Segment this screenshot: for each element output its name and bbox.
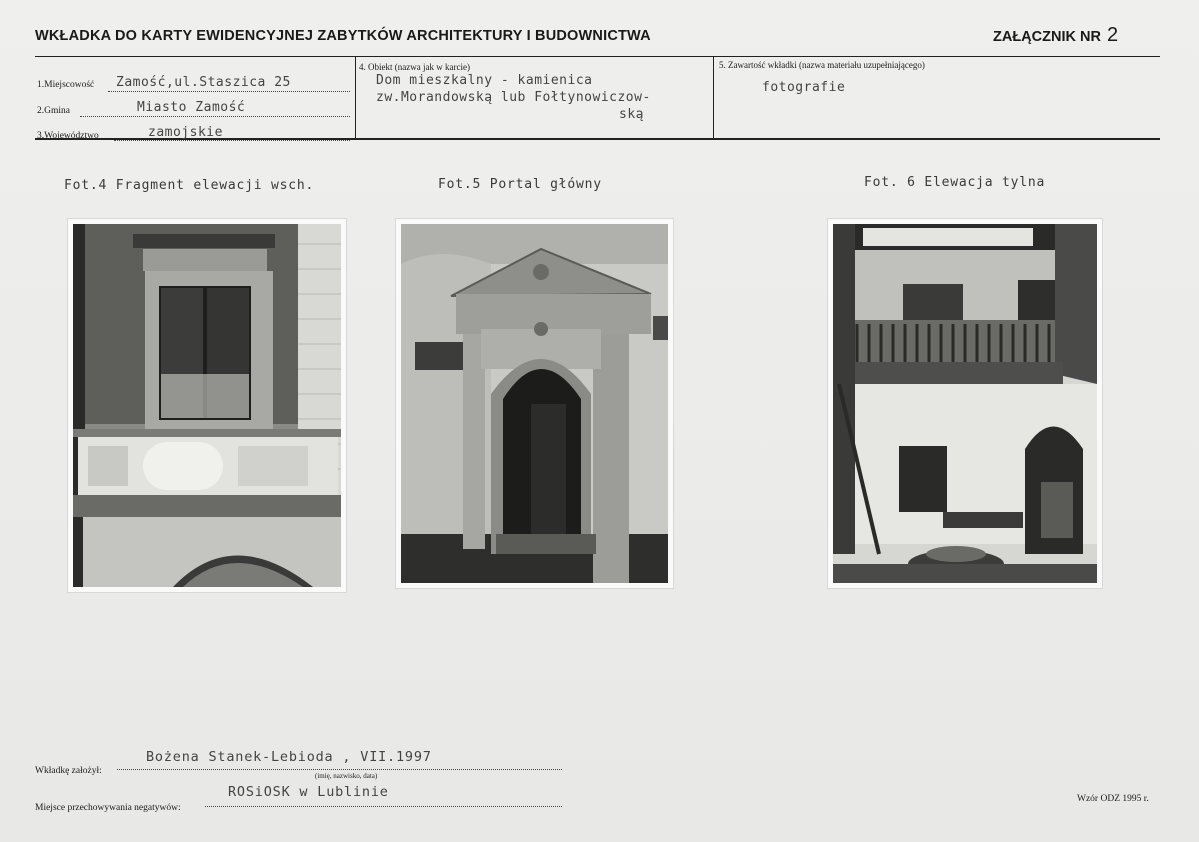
template-number: Wzór ODZ 1995 r. [1077,794,1149,804]
column-divider-1 [355,57,356,138]
location-label: 1.Miejscowość [37,80,95,90]
voivodeship-dots [114,140,350,141]
rear-elevation-image [833,224,1097,583]
voivodeship-label: 3.Województwo [37,131,99,141]
voivodeship-value: zamojskie [148,125,223,140]
created-by-note: (imię, nazwisko, data) [315,772,378,780]
location-value: Zamość,ul.Staszica 25 [116,75,291,90]
annex-number: 2 [1106,24,1119,46]
main-portal-image [401,224,668,583]
object-line-1: Dom mieszkalny - kamienica [376,73,593,88]
photo-rear-elevation [828,219,1102,588]
contents-label: 5. Zawartość wkładki (nazwa materiału uzupełniającego) [719,60,925,70]
commune-value: Miasto Zamość [137,100,246,115]
storage-label: Miejsce przechowywania negatywów: [35,803,181,813]
sheet-title: WKŁADKA DO KARTY EWIDENCYJNEJ ZABYTKÓW ARCHITEKTURY I BUDOWNICTWA [35,28,651,44]
photo-caption-4: Fot.4 Fragment elewacji wsch. [64,178,315,193]
object-line-2: zw.Morandowską lub Fołtynowiczow- [376,90,651,105]
location-dots [108,91,350,92]
photo-facade-fragment [68,219,346,592]
annex-label [993,24,1118,47]
created-by-dots [117,769,562,770]
top-rule [35,56,1160,57]
storage-dots [205,806,562,807]
object-label: 4. Obiekt (nazwa jak w karcie) [359,62,470,72]
created-by-label: Wkładkę założył: [35,766,102,776]
object-line-3: ską [619,107,644,122]
photo-caption-5: Fot.5 Portal główny [438,177,602,192]
storage-value: ROSiOSK w Lublinie [228,784,389,800]
photo-caption-6: Fot. 6 Elewacja tylna [864,175,1046,190]
created-by-value: Bożena Stanek-Lebioda , VII.1997 [146,749,432,765]
annex-label-text: ZAŁĄCZNIK NR [993,29,1101,45]
commune-dots [80,116,350,117]
commune-label: 2.Gmina [37,106,70,116]
contents-value: fotografie [762,80,846,95]
column-divider-2 [713,57,714,138]
photo-main-portal [396,219,673,588]
facade-fragment-image [73,224,341,587]
